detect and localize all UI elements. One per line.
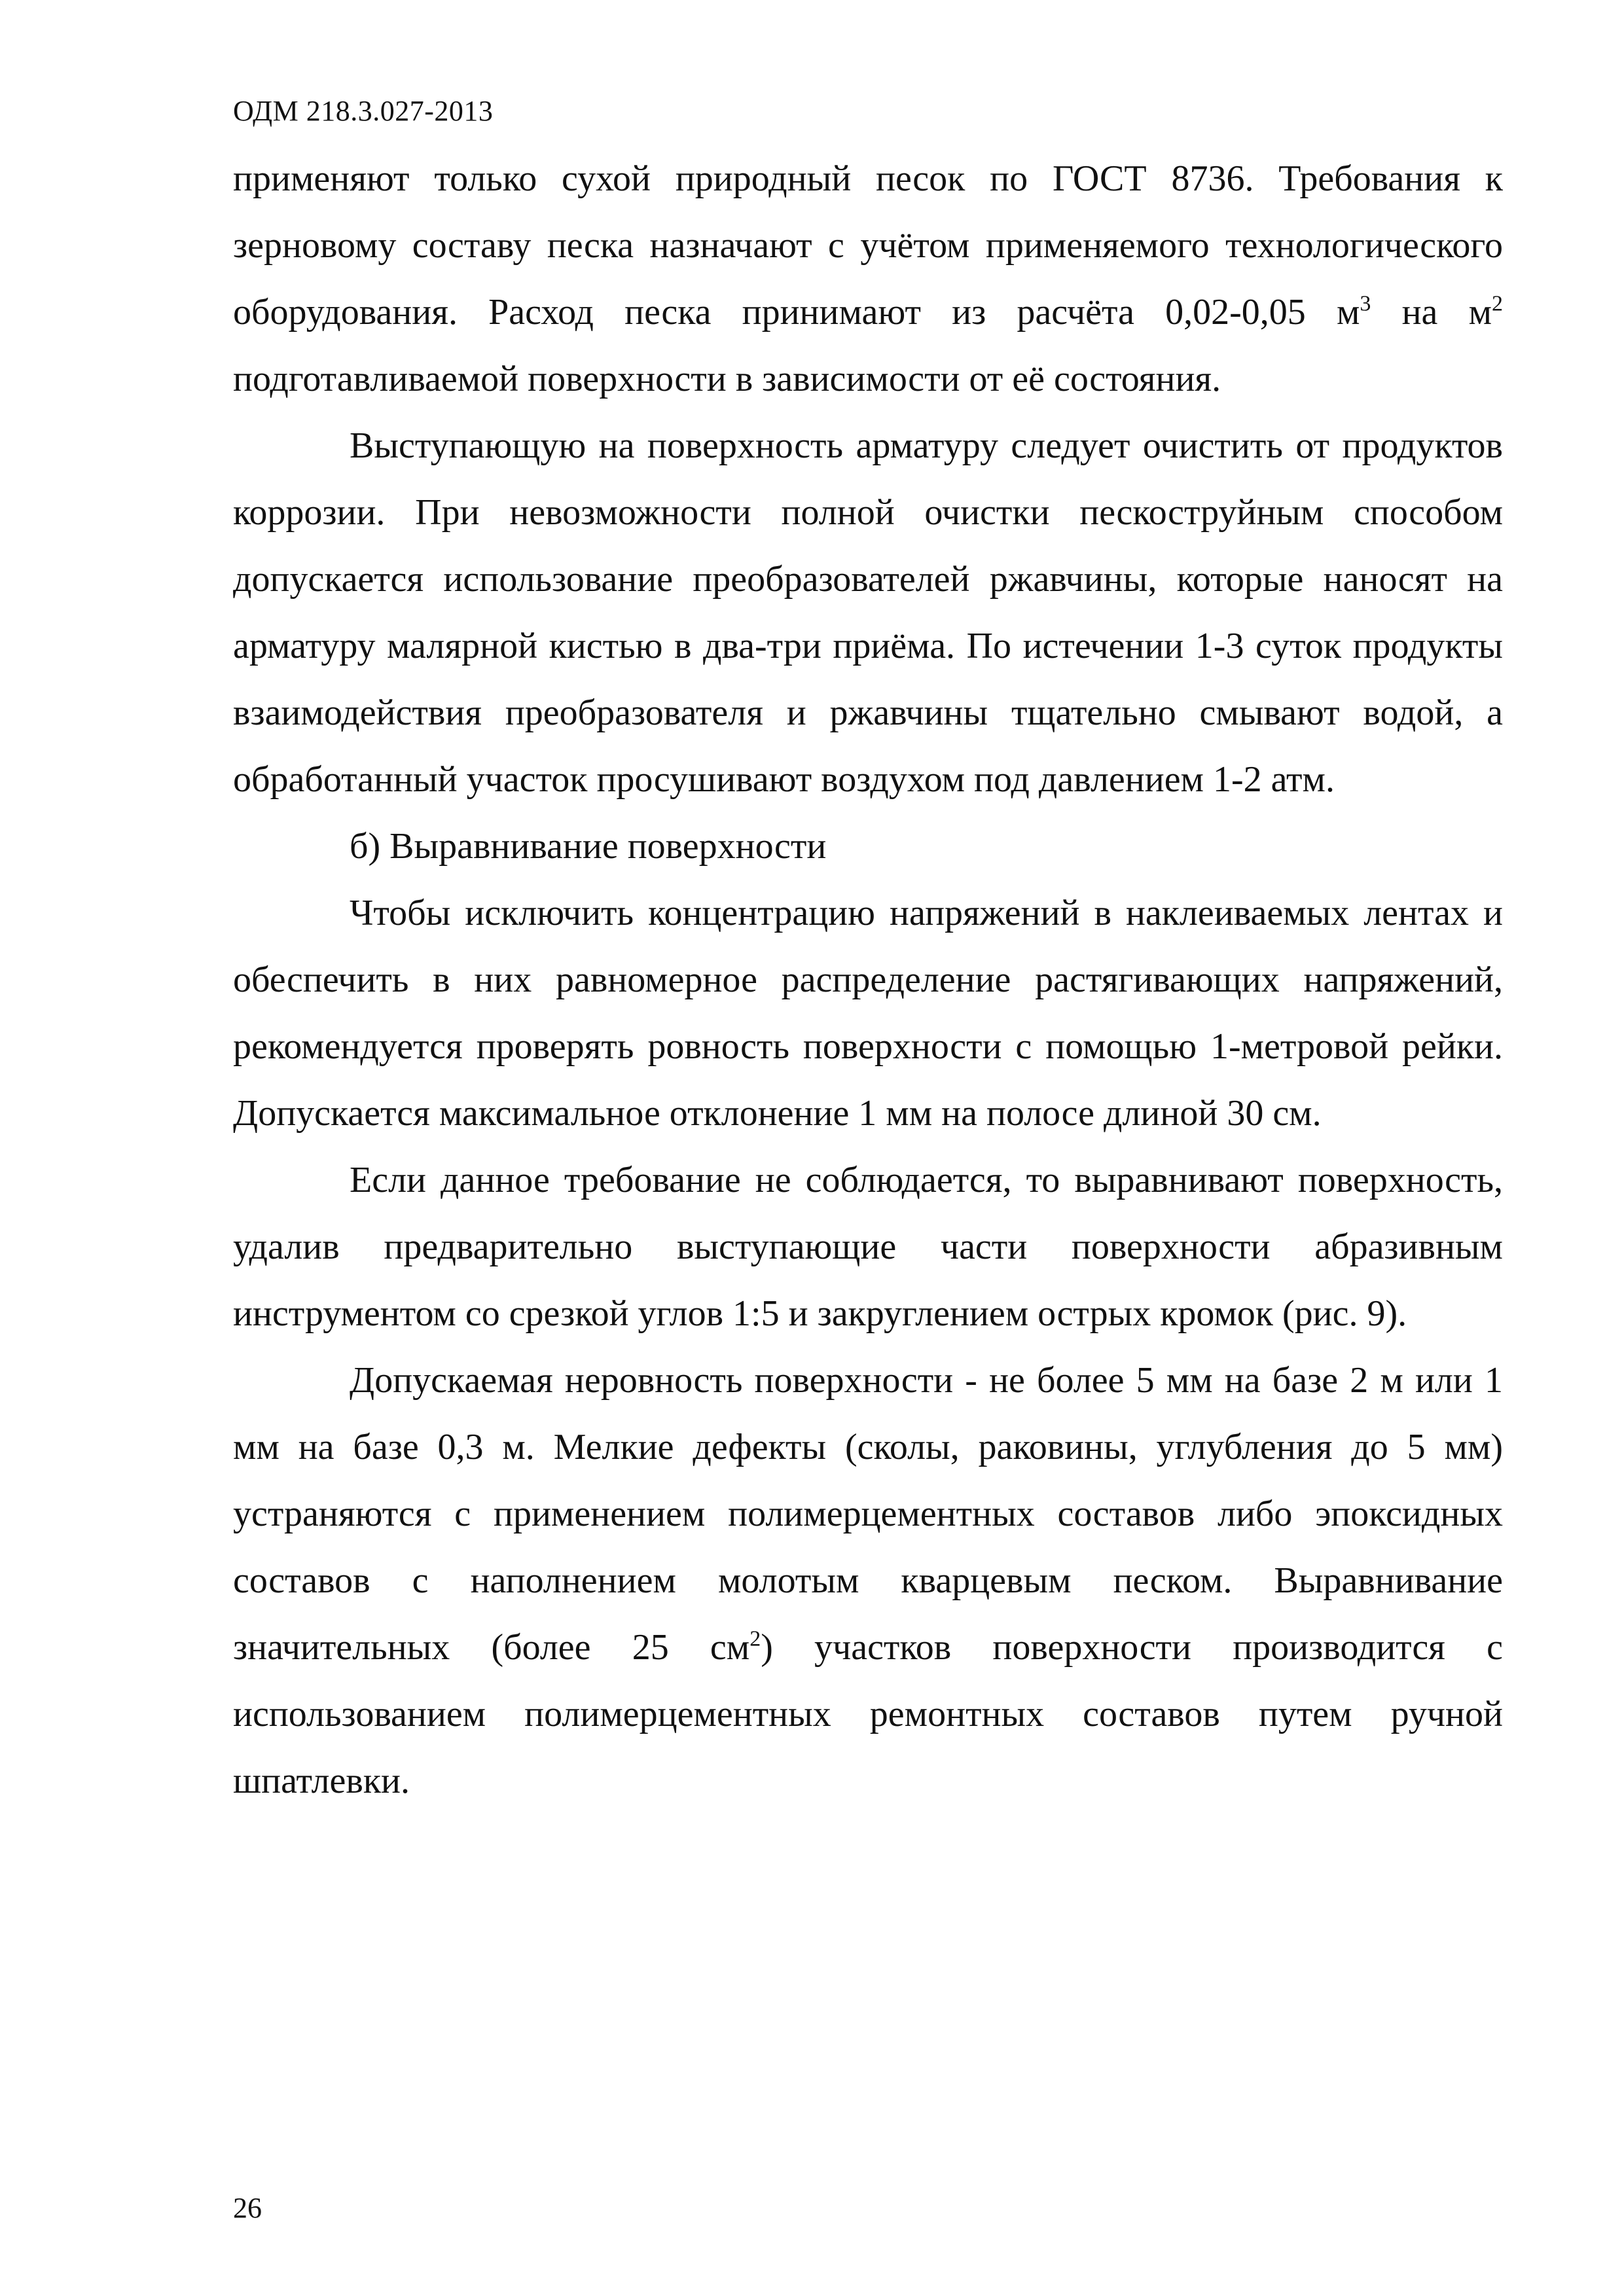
superscript-cubic: 3 xyxy=(1360,291,1371,316)
document-code-header: ОДМ 218.3.027-2013 xyxy=(233,95,494,127)
section-heading-surface-leveling: б) Выравнивание поверхности xyxy=(350,826,827,867)
paragraph-text: Допускаемая неровность поверхности - не более 5 мм на базе 2 м или 1 мм на базе 0,3 м. Мелкие дефекты (сколы, раковины, углубления до 5 мм) устраняются с применением полимерцементных составов либо эпоксидных составов с наполнением молотым кварцевым песком. Выравнивание значительных (более 25 см xyxy=(233,1360,1503,1668)
paragraph-text: подготавливаемой поверхности в зависимости от её состояния. xyxy=(233,359,1221,399)
paragraph-allowed-unevenness xyxy=(233,1347,1503,1814)
paragraph-sand-consumption xyxy=(233,145,1503,412)
superscript-square: 2 xyxy=(749,1626,761,1651)
paragraph-rebar-cleaning: Выступающую на поверхность арматуру следует очистить от продуктов коррозии. При невозможности полной очистки пескоструйным способом допускается использование преобразователей ржавчины, которые наносят на арматуру малярной кистью в два-три приёма. По истечении 1-3 суток продукты взаимодействия преобразователя и ржавчины тщательно смывают водой, а обработанный участок просушивают воздухом под давлением 1-2 атм. xyxy=(233,425,1503,800)
document-body xyxy=(233,145,1503,1814)
superscript-square: 2 xyxy=(1492,291,1504,316)
paragraph-text: применяют только сухой природный песок по ГОСТ 8736. Требования к зерновому составу песка назначают с учётом применяемого технологического оборудования. Расход песка принимают из расчёта 0,02-0,05 м xyxy=(233,158,1503,332)
paragraph-leveling-procedure: Если данное требование не соблюдается, то выравнивают поверхность, удалив предварительно выступающие части поверхности абразивным инструментом со срезкой углов 1:5 и закруглением острых кромок (рис. 9). xyxy=(233,1160,1503,1334)
paragraph-text: на м xyxy=(1371,292,1492,332)
paragraph-flatness-check: Чтобы исключить концентрацию напряжений в наклеиваемых лентах и обеспечить в них равномерное распределение растягивающих напряжений, рекомендуется проверять ровность поверхности с помощью 1-метровой рейки. Допускается максимальное отклонение 1 мм на полосе длиной 30 см. xyxy=(233,893,1503,1134)
page-number: 26 xyxy=(233,2192,262,2224)
paragraph-text: ) участков поверхности производится с использованием полимерцементных ремонтных составов путем ручной шпатлевки. xyxy=(233,1627,1503,1801)
